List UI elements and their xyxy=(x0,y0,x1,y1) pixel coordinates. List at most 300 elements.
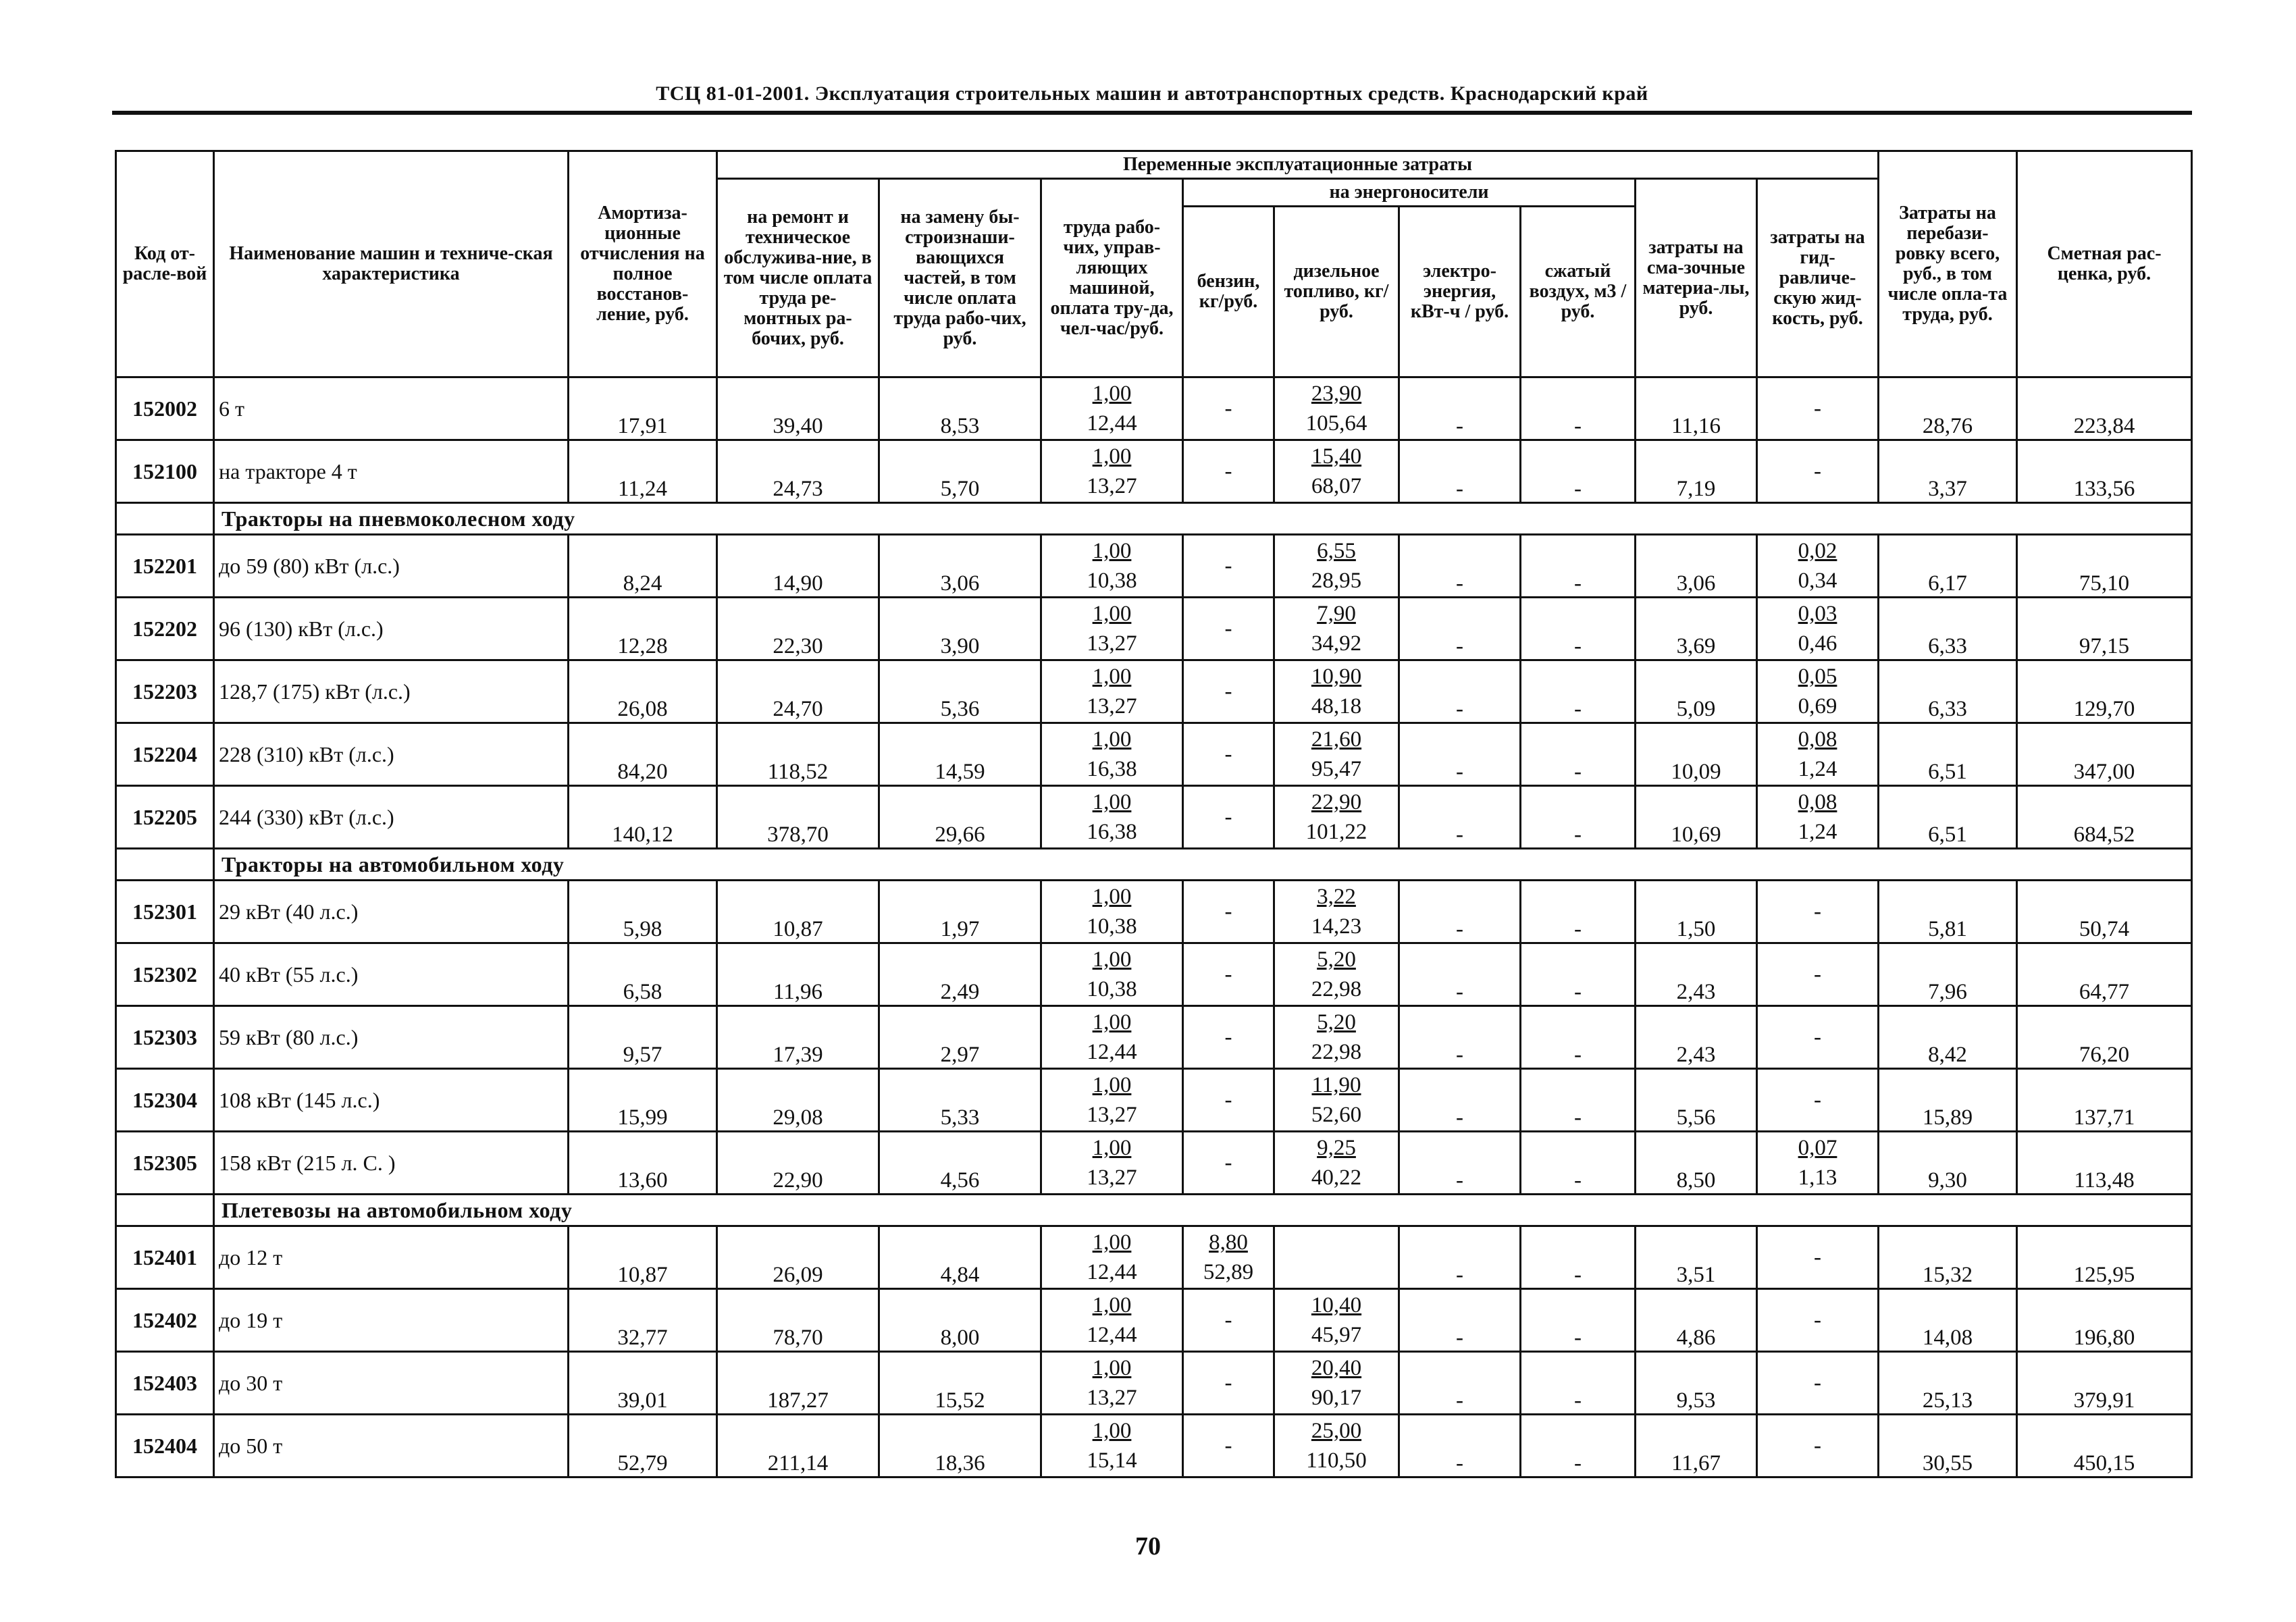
row-hydraulic xyxy=(1757,1132,1879,1195)
table-row xyxy=(116,1289,2192,1352)
page-header-title: ТСЦ 81-01-2001. Эксплуатация строительных машин и автотранспортных средств. Краснодарский край xyxy=(656,82,1648,105)
row-lubricants: 7,19 xyxy=(1636,440,1757,503)
row-air: - xyxy=(1521,598,1636,660)
table-row xyxy=(116,1132,2192,1195)
row-hydraulic xyxy=(1757,881,1879,943)
row-diesel-bottom: 52,60 xyxy=(1311,1103,1362,1127)
row-parts: 8,00 xyxy=(879,1289,1041,1352)
rates-table xyxy=(115,150,2193,1478)
row-amort: 84,20 xyxy=(569,723,717,786)
row-rate: 196,80 xyxy=(2017,1289,2192,1352)
row-hydraulic-bottom: 0,69 xyxy=(1798,694,1837,718)
row-lubricants: 5,56 xyxy=(1636,1069,1757,1132)
row-repair: 211,14 xyxy=(717,1415,879,1477)
row-diesel xyxy=(1274,440,1399,503)
row-parts: 15,52 xyxy=(879,1352,1041,1415)
table-row xyxy=(116,881,2192,943)
row-air: - xyxy=(1521,660,1636,723)
row-repair: 39,40 xyxy=(717,377,879,440)
row-relocation: 14,08 xyxy=(1879,1289,2017,1352)
row-electric: - xyxy=(1399,1132,1521,1195)
row-petrol-bottom: - xyxy=(1224,805,1232,829)
section-title: Тракторы на автомобильном ходу xyxy=(214,849,2192,881)
row-diesel xyxy=(1274,1289,1399,1352)
row-petrol xyxy=(1183,1226,1274,1289)
row-rate: 450,15 xyxy=(2017,1415,2192,1477)
row-diesel-top: 9,25 xyxy=(1317,1136,1356,1160)
row-diesel-bottom: 48,18 xyxy=(1311,694,1362,718)
row-hydraulic-bottom: - xyxy=(1814,459,1821,483)
section-title: Плетевозы на автомобильном ходу xyxy=(214,1195,2192,1226)
row-petrol xyxy=(1183,1006,1274,1069)
col-header-repair: на ремонт и техническое обслужива-ние, в том числе оплата труда ре-монтных ра-бочих, руб. xyxy=(717,179,879,377)
row-labor xyxy=(1041,1069,1183,1132)
section-row xyxy=(116,1195,2192,1226)
row-petrol xyxy=(1183,1132,1274,1195)
col-header-electric: электро-энергия, кВт-ч / руб. xyxy=(1399,207,1521,377)
row-relocation: 15,32 xyxy=(1879,1226,2017,1289)
row-lubricants: 11,67 xyxy=(1636,1415,1757,1477)
row-petrol-bottom: - xyxy=(1224,1308,1232,1332)
row-petrol-bottom: - xyxy=(1224,459,1232,483)
row-hydraulic xyxy=(1757,1352,1879,1415)
row-amort: 11,24 xyxy=(569,440,717,503)
row-repair: 78,70 xyxy=(717,1289,879,1352)
row-air: - xyxy=(1521,881,1636,943)
row-hydraulic-top: 0,07 xyxy=(1798,1136,1837,1160)
row-labor-bottom: 12,44 xyxy=(1087,1260,1137,1284)
row-electric: - xyxy=(1399,881,1521,943)
row-diesel xyxy=(1274,1006,1399,1069)
row-rate: 129,70 xyxy=(2017,660,2192,723)
row-diesel-bottom: 95,47 xyxy=(1311,757,1362,781)
row-diesel xyxy=(1274,723,1399,786)
row-lubricants: 2,43 xyxy=(1636,943,1757,1006)
row-hydraulic xyxy=(1757,598,1879,660)
row-hydraulic-bottom: 1,24 xyxy=(1798,757,1837,781)
row-petrol xyxy=(1183,723,1274,786)
row-labor-top: 1,00 xyxy=(1092,1136,1132,1160)
row-repair: 26,09 xyxy=(717,1226,879,1289)
row-labor xyxy=(1041,1415,1183,1477)
col-header-name: Наименование машин и техниче-ская характеристика xyxy=(214,151,569,377)
row-name: 128,7 (175) кВт (л.с.) xyxy=(214,660,569,723)
row-hydraulic-bottom: 0,46 xyxy=(1798,631,1837,656)
row-labor-top: 1,00 xyxy=(1092,885,1132,909)
row-lubricants: 11,16 xyxy=(1636,377,1757,440)
section-code-cell xyxy=(116,503,214,535)
row-repair: 17,39 xyxy=(717,1006,879,1069)
row-diesel xyxy=(1274,1226,1399,1289)
row-rate: 125,95 xyxy=(2017,1226,2192,1289)
row-code: 152205 xyxy=(116,786,214,849)
row-air: - xyxy=(1521,1415,1636,1477)
row-air: - xyxy=(1521,1289,1636,1352)
row-name: 96 (130) кВт (л.с.) xyxy=(214,598,569,660)
row-air: - xyxy=(1521,943,1636,1006)
row-labor xyxy=(1041,440,1183,503)
row-name: 108 кВт (145 л.с.) xyxy=(214,1069,569,1132)
table-row xyxy=(116,1069,2192,1132)
row-diesel-top: 22,90 xyxy=(1311,790,1362,814)
row-air: - xyxy=(1521,723,1636,786)
row-relocation: 6,33 xyxy=(1879,660,2017,723)
row-amort: 26,08 xyxy=(569,660,717,723)
row-diesel-bottom: 90,17 xyxy=(1311,1386,1362,1410)
row-diesel-bottom: 28,95 xyxy=(1311,569,1362,593)
row-electric: - xyxy=(1399,377,1521,440)
row-relocation: 9,30 xyxy=(1879,1132,2017,1195)
row-rate: 684,52 xyxy=(2017,786,2192,849)
row-electric: - xyxy=(1399,1289,1521,1352)
row-hydraulic xyxy=(1757,1069,1879,1132)
row-diesel-bottom: 45,97 xyxy=(1311,1323,1362,1347)
row-hydraulic-bottom: - xyxy=(1814,396,1821,421)
row-name: 29 кВт (40 л.с.) xyxy=(214,881,569,943)
col-header-diesel: дизельное топливо, кг/руб. xyxy=(1274,207,1399,377)
col-header-rate: Сметная рас-ценка, руб. xyxy=(2017,151,2192,377)
col-header-energy-group: на энергоносители xyxy=(1183,179,1636,207)
row-air: - xyxy=(1521,1226,1636,1289)
row-diesel-top: 15,40 xyxy=(1311,444,1362,469)
row-petrol-bottom: - xyxy=(1224,899,1232,924)
row-diesel xyxy=(1274,660,1399,723)
row-amort: 13,60 xyxy=(569,1132,717,1195)
row-petrol-top: 8,80 xyxy=(1209,1230,1248,1255)
table-row xyxy=(116,377,2192,440)
row-relocation: 15,89 xyxy=(1879,1069,2017,1132)
row-hydraulic xyxy=(1757,943,1879,1006)
row-code: 152401 xyxy=(116,1226,214,1289)
row-air: - xyxy=(1521,535,1636,598)
row-petrol-bottom: 52,89 xyxy=(1203,1260,1254,1284)
row-labor-top: 1,00 xyxy=(1092,947,1132,972)
row-relocation: 30,55 xyxy=(1879,1415,2017,1477)
row-air: - xyxy=(1521,1352,1636,1415)
row-lubricants: 3,69 xyxy=(1636,598,1757,660)
row-hydraulic-top: 0,02 xyxy=(1798,539,1837,563)
row-labor xyxy=(1041,1006,1183,1069)
row-name: до 59 (80) кВт (л.с.) xyxy=(214,535,569,598)
row-parts: 8,53 xyxy=(879,377,1041,440)
row-diesel xyxy=(1274,1415,1399,1477)
row-labor xyxy=(1041,1352,1183,1415)
table-row xyxy=(116,535,2192,598)
row-parts: 4,84 xyxy=(879,1226,1041,1289)
section-title: Тракторы на пневмоколесном ходу xyxy=(214,503,2192,535)
row-petrol-bottom: - xyxy=(1224,679,1232,704)
row-petrol xyxy=(1183,943,1274,1006)
row-labor-bottom: 12,44 xyxy=(1087,411,1137,436)
col-header-lubricants: затраты на сма-зочные материа-лы, руб. xyxy=(1636,179,1757,377)
row-amort: 52,79 xyxy=(569,1415,717,1477)
table-row xyxy=(116,723,2192,786)
row-petrol xyxy=(1183,377,1274,440)
row-name: 158 кВт (215 л. С. ) xyxy=(214,1132,569,1195)
row-amort: 5,98 xyxy=(569,881,717,943)
row-labor-bottom: 10,38 xyxy=(1087,977,1137,1001)
row-air: - xyxy=(1521,440,1636,503)
row-parts: 4,56 xyxy=(879,1132,1041,1195)
row-relocation: 6,17 xyxy=(1879,535,2017,598)
row-labor-bottom: 12,44 xyxy=(1087,1323,1137,1347)
row-relocation: 25,13 xyxy=(1879,1352,2017,1415)
row-hydraulic xyxy=(1757,440,1879,503)
header-rule xyxy=(112,111,2192,115)
row-petrol xyxy=(1183,1415,1274,1477)
row-air: - xyxy=(1521,786,1636,849)
row-labor xyxy=(1041,660,1183,723)
row-labor-top: 1,00 xyxy=(1092,727,1132,752)
row-petrol xyxy=(1183,1069,1274,1132)
row-rate: 64,77 xyxy=(2017,943,2192,1006)
row-labor xyxy=(1041,377,1183,440)
row-labor xyxy=(1041,881,1183,943)
row-rate: 133,56 xyxy=(2017,440,2192,503)
col-header-petrol: бензин, кг/руб. xyxy=(1183,207,1274,377)
table-row xyxy=(116,1226,2192,1289)
row-diesel-top: 23,90 xyxy=(1311,382,1362,406)
row-petrol-bottom: - xyxy=(1224,1025,1232,1049)
row-rate: 137,71 xyxy=(2017,1069,2192,1132)
row-rate: 113,48 xyxy=(2017,1132,2192,1195)
row-diesel-top: 20,40 xyxy=(1311,1356,1362,1380)
row-petrol xyxy=(1183,1352,1274,1415)
row-labor xyxy=(1041,598,1183,660)
row-diesel-top: 7,90 xyxy=(1317,602,1356,626)
row-petrol xyxy=(1183,598,1274,660)
row-parts: 2,97 xyxy=(879,1006,1041,1069)
row-diesel xyxy=(1274,377,1399,440)
row-petrol-bottom: - xyxy=(1224,962,1232,987)
row-petrol-bottom: - xyxy=(1224,742,1232,766)
row-relocation: 7,96 xyxy=(1879,943,2017,1006)
row-labor-bottom: 12,44 xyxy=(1087,1040,1137,1064)
row-electric: - xyxy=(1399,1006,1521,1069)
row-labor-top: 1,00 xyxy=(1092,444,1132,469)
row-code: 152204 xyxy=(116,723,214,786)
row-name: до 50 т xyxy=(214,1415,569,1477)
row-diesel-bottom: 110,50 xyxy=(1306,1448,1367,1473)
row-rate: 97,15 xyxy=(2017,598,2192,660)
row-labor xyxy=(1041,943,1183,1006)
row-diesel xyxy=(1274,535,1399,598)
row-name: до 30 т xyxy=(214,1352,569,1415)
row-labor-bottom: 13,27 xyxy=(1087,1103,1137,1127)
row-rate: 50,74 xyxy=(2017,881,2192,943)
row-code: 152301 xyxy=(116,881,214,943)
row-lubricants: 3,06 xyxy=(1636,535,1757,598)
row-petrol xyxy=(1183,535,1274,598)
row-code: 152202 xyxy=(116,598,214,660)
row-lubricants: 4,86 xyxy=(1636,1289,1757,1352)
row-code: 152402 xyxy=(116,1289,214,1352)
row-rate: 76,20 xyxy=(2017,1006,2192,1069)
row-petrol-bottom: - xyxy=(1224,1151,1232,1175)
row-name: до 12 т xyxy=(214,1226,569,1289)
row-parts: 1,97 xyxy=(879,881,1041,943)
row-parts: 18,36 xyxy=(879,1415,1041,1477)
row-name: 244 (330) кВт (л.с.) xyxy=(214,786,569,849)
row-labor-top: 1,00 xyxy=(1092,1230,1132,1255)
row-code: 152404 xyxy=(116,1415,214,1477)
row-labor-top: 1,00 xyxy=(1092,1293,1132,1317)
row-diesel-top: 10,90 xyxy=(1311,664,1362,689)
row-rate: 379,91 xyxy=(2017,1352,2192,1415)
row-parts: 3,90 xyxy=(879,598,1041,660)
row-name: 40 кВт (55 л.с.) xyxy=(214,943,569,1006)
row-labor-top: 1,00 xyxy=(1092,790,1132,814)
row-air: - xyxy=(1521,1069,1636,1132)
row-labor-bottom: 15,14 xyxy=(1087,1448,1137,1473)
row-amort: 10,87 xyxy=(569,1226,717,1289)
row-lubricants: 1,50 xyxy=(1636,881,1757,943)
row-relocation: 8,42 xyxy=(1879,1006,2017,1069)
row-labor-top: 1,00 xyxy=(1092,1356,1132,1380)
row-code: 152203 xyxy=(116,660,214,723)
row-labor-bottom: 13,27 xyxy=(1087,1166,1137,1190)
row-petrol-bottom: - xyxy=(1224,1371,1232,1395)
row-diesel-top: 21,60 xyxy=(1311,727,1362,752)
row-lubricants: 8,50 xyxy=(1636,1132,1757,1195)
row-hydraulic xyxy=(1757,660,1879,723)
row-hydraulic-bottom: - xyxy=(1814,1025,1821,1049)
row-hydraulic-bottom: - xyxy=(1814,899,1821,924)
row-labor-bottom: 10,38 xyxy=(1087,569,1137,593)
row-hydraulic-top: 0,03 xyxy=(1798,602,1837,626)
row-petrol-bottom: - xyxy=(1224,1088,1232,1112)
table-row xyxy=(116,1415,2192,1477)
row-repair: 10,87 xyxy=(717,881,879,943)
row-labor-top: 1,00 xyxy=(1092,1073,1132,1097)
row-diesel-bottom: 34,92 xyxy=(1311,631,1362,656)
row-hydraulic xyxy=(1757,1289,1879,1352)
row-parts: 2,49 xyxy=(879,943,1041,1006)
row-air: - xyxy=(1521,377,1636,440)
row-labor-bottom: 13,27 xyxy=(1087,631,1137,656)
row-relocation: 5,81 xyxy=(1879,881,2017,943)
row-petrol xyxy=(1183,881,1274,943)
col-header-air: сжатый воздух, м3 / руб. xyxy=(1521,207,1636,377)
row-hydraulic xyxy=(1757,535,1879,598)
row-labor-bottom: 13,27 xyxy=(1087,1386,1137,1410)
row-rate: 347,00 xyxy=(2017,723,2192,786)
row-petrol xyxy=(1183,440,1274,503)
row-labor-bottom: 16,38 xyxy=(1087,820,1137,844)
row-hydraulic xyxy=(1757,786,1879,849)
row-labor-top: 1,00 xyxy=(1092,664,1132,689)
row-relocation: 28,76 xyxy=(1879,377,2017,440)
row-relocation: 6,51 xyxy=(1879,786,2017,849)
row-hydraulic xyxy=(1757,1415,1879,1477)
table-row xyxy=(116,1352,2192,1415)
row-hydraulic xyxy=(1757,377,1879,440)
row-rate: 75,10 xyxy=(2017,535,2192,598)
row-diesel-bottom: 68,07 xyxy=(1311,474,1362,498)
col-header-amort: Амортиза-ционные отчисления на полное восстанов-ление, руб. xyxy=(569,151,717,377)
row-diesel xyxy=(1274,598,1399,660)
row-diesel xyxy=(1274,943,1399,1006)
table-row xyxy=(116,943,2192,1006)
row-diesel-bottom: 22,98 xyxy=(1311,977,1362,1001)
row-repair: 22,90 xyxy=(717,1132,879,1195)
row-parts: 5,33 xyxy=(879,1069,1041,1132)
row-petrol-bottom: - xyxy=(1224,617,1232,641)
col-header-variable-group: Переменные эксплуатационные затраты xyxy=(717,151,1879,179)
row-electric: - xyxy=(1399,660,1521,723)
row-labor xyxy=(1041,535,1183,598)
row-diesel-top: 3,22 xyxy=(1317,885,1356,909)
row-diesel xyxy=(1274,1132,1399,1195)
row-labor-top: 1,00 xyxy=(1092,539,1132,563)
row-labor-bottom: 10,38 xyxy=(1087,914,1137,939)
row-hydraulic-top: 0,08 xyxy=(1798,790,1837,814)
row-code: 152303 xyxy=(116,1006,214,1069)
row-amort: 8,24 xyxy=(569,535,717,598)
row-diesel xyxy=(1274,1352,1399,1415)
row-code: 152305 xyxy=(116,1132,214,1195)
row-name: 6 т xyxy=(214,377,569,440)
row-labor-top: 1,00 xyxy=(1092,602,1132,626)
row-code: 152002 xyxy=(116,377,214,440)
row-diesel-top: 10,40 xyxy=(1311,1293,1362,1317)
table-row xyxy=(116,786,2192,849)
row-lubricants: 5,09 xyxy=(1636,660,1757,723)
row-electric: - xyxy=(1399,598,1521,660)
row-amort: 32,77 xyxy=(569,1289,717,1352)
row-lubricants: 9,53 xyxy=(1636,1352,1757,1415)
row-labor xyxy=(1041,1226,1183,1289)
row-diesel xyxy=(1274,1069,1399,1132)
row-repair: 24,70 xyxy=(717,660,879,723)
row-hydraulic-bottom: 1,24 xyxy=(1798,820,1837,844)
col-header-relocation: Затраты на перебази-ровку всего, руб., в том числе опла-та труда, руб. xyxy=(1879,151,2017,377)
row-labor xyxy=(1041,1289,1183,1352)
row-diesel-bottom: 14,23 xyxy=(1311,914,1362,939)
section-code-cell xyxy=(116,849,214,881)
row-diesel-top: 25,00 xyxy=(1311,1419,1362,1443)
row-code: 152100 xyxy=(116,440,214,503)
row-diesel xyxy=(1274,786,1399,849)
row-repair: 24,73 xyxy=(717,440,879,503)
row-repair: 187,27 xyxy=(717,1352,879,1415)
row-amort: 9,57 xyxy=(569,1006,717,1069)
row-diesel-bottom: 105,64 xyxy=(1305,411,1367,436)
table-row xyxy=(116,440,2192,503)
row-electric: - xyxy=(1399,1226,1521,1289)
row-relocation: 6,51 xyxy=(1879,723,2017,786)
row-air: - xyxy=(1521,1132,1636,1195)
row-petrol-bottom: - xyxy=(1224,554,1232,578)
row-labor-top: 1,00 xyxy=(1092,382,1132,406)
row-hydraulic-bottom: 0,34 xyxy=(1798,569,1837,593)
row-name: на тракторе 4 т xyxy=(214,440,569,503)
row-repair: 22,30 xyxy=(717,598,879,660)
row-labor-top: 1,00 xyxy=(1092,1010,1132,1035)
col-header-labor: труда рабо-чих, управ-ляющих машиной, оплата тру-да, чел-час/руб. xyxy=(1041,179,1183,377)
row-repair: 118,52 xyxy=(717,723,879,786)
row-rate: 223,84 xyxy=(2017,377,2192,440)
row-parts: 3,06 xyxy=(879,535,1041,598)
row-diesel-bottom: 22,98 xyxy=(1311,1040,1362,1064)
row-electric: - xyxy=(1399,943,1521,1006)
row-amort: 12,28 xyxy=(569,598,717,660)
col-header-code: Код от-расле-вой xyxy=(116,151,214,377)
row-diesel xyxy=(1274,881,1399,943)
row-electric: - xyxy=(1399,786,1521,849)
row-hydraulic xyxy=(1757,1006,1879,1069)
section-row xyxy=(116,503,2192,535)
